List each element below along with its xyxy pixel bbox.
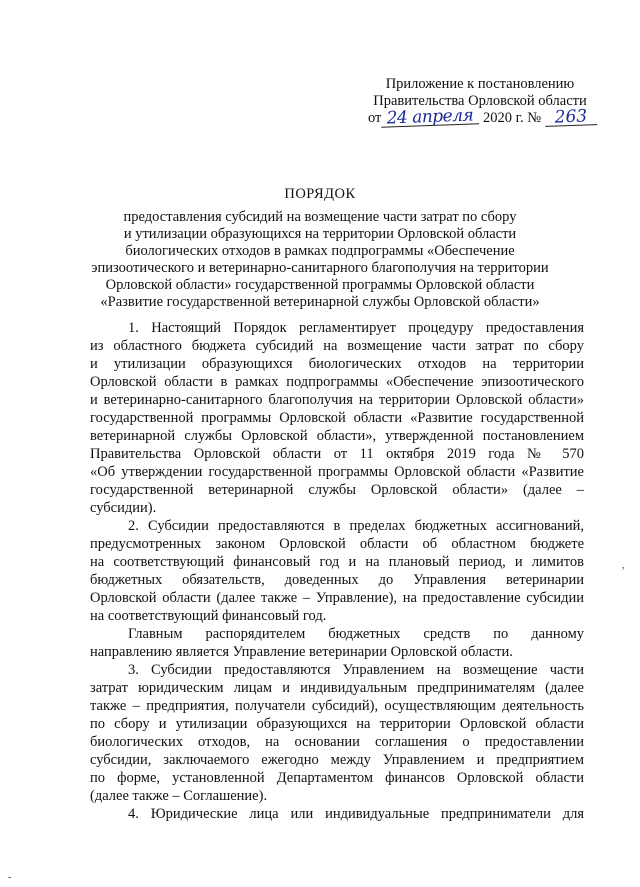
paragraph-4 [90, 805, 584, 823]
annex-line-1: Приложение к постановлению [385, 76, 575, 92]
scan-speck: , [622, 560, 625, 571]
body-line: бюджетных обязательств, доведенных до Управления ветеринарии [90, 572, 584, 588]
document-title [60, 186, 580, 311]
annex-date-line [360, 105, 600, 129]
title-line: и утилизации образующихся на территории Орловской области [123, 226, 517, 242]
date-prefix: от [368, 110, 382, 126]
body-line: Правительства Орловской области от 11 октября 2019 года № 570 [90, 446, 584, 462]
body-line: 1. Настоящий Порядок регламентирует процедуру предоставления [128, 320, 584, 336]
handwritten-number: 263 [544, 109, 597, 127]
document-body [90, 319, 584, 823]
handwritten-date: 24 апреля [381, 108, 479, 127]
body-line: Орловской области в рамках подпрограммы «Обеспечение эпизоотического [90, 374, 584, 390]
title-heading: ПОРЯДОК [284, 186, 356, 202]
body-line: «Об утверждении государственной программы Орловской области «Развитие [90, 464, 584, 480]
title-line: Орловской области» государственной программы Орловской области [105, 277, 535, 293]
body-line: на соответствующий финансовый год. [90, 608, 327, 624]
paragraph-3 [90, 661, 584, 805]
title-line: «Развитие государственной ветеринарной службы Орловской области» [100, 294, 540, 310]
annex-header [360, 76, 600, 127]
annex-line-2: Правительства Орловской области [373, 93, 587, 109]
body-line: из областного бюджета субсидий на возмещение части затрат по сбору [90, 338, 584, 354]
body-line: и ветеринарно-санитарного благополучия на территории Орловской области» [90, 392, 584, 408]
date-suffix: 2020 г. № [483, 110, 542, 126]
title-line: предоставления субсидий на возмещение части затрат по сбору [123, 209, 517, 225]
body-line: государственной программы Орловской области «Развитие государственной [90, 410, 584, 426]
body-line: субсидии). [90, 500, 157, 516]
body-line: по форме, установленной Департаментом финансов Орловской области [90, 770, 584, 786]
body-line: 4. Юридические лица или индивидуальные предприниматели для [128, 806, 584, 822]
body-line: (далее также – Соглашение). [90, 788, 268, 804]
body-line: 3. Субсидии предоставляются Управлением на возмещение части [128, 662, 584, 678]
paragraph-2b [90, 625, 584, 661]
body-line: направлению является Управление ветеринарии Орловской области. [90, 644, 513, 660]
body-line: на соответствующий финансовый год и на плановый период, и лимитов [90, 554, 584, 570]
body-line: Орловской области (далее также – Управление), на предоставление субсидии [90, 590, 584, 606]
paragraph-1 [90, 319, 584, 517]
body-line: и утилизации образующихся биологических отходов на территории [90, 356, 584, 372]
title-line: эпизоотического и ветеринарно-санитарного благополучия на территории [91, 260, 549, 276]
paragraph-2 [90, 517, 584, 625]
body-line: государственной ветеринарной службы Орловской области» (далее – [90, 482, 584, 498]
body-line: затрат юридическим лицам и индивидуальным предпринимателям (далее [90, 680, 584, 696]
body-line: биологических отходов, на основании соглашения о предоставлении [90, 734, 584, 750]
body-line: по сбору и утилизации образующихся на территории Орловской области [90, 716, 584, 732]
title-line: биологических отходов в рамках подпрограммы «Обеспечение [125, 243, 515, 259]
scan-speck: - [8, 872, 12, 883]
body-line: также – предприятия, получатели субсидий), осуществляющим деятельность [90, 698, 584, 714]
body-line: субсидии, заключаемого ежегодно между Управлением и предприятием [90, 752, 584, 768]
body-line: ветеринарной службы Орловской области», утвержденной постановлением [90, 428, 584, 444]
body-line: Главным распорядителем бюджетных средств по данному [128, 626, 584, 642]
body-line: предусмотренных законом Орловской области об областном бюджете [90, 536, 584, 552]
body-line: 2. Субсидии предоставляются в пределах бюджетных ассигнований, [128, 518, 584, 534]
